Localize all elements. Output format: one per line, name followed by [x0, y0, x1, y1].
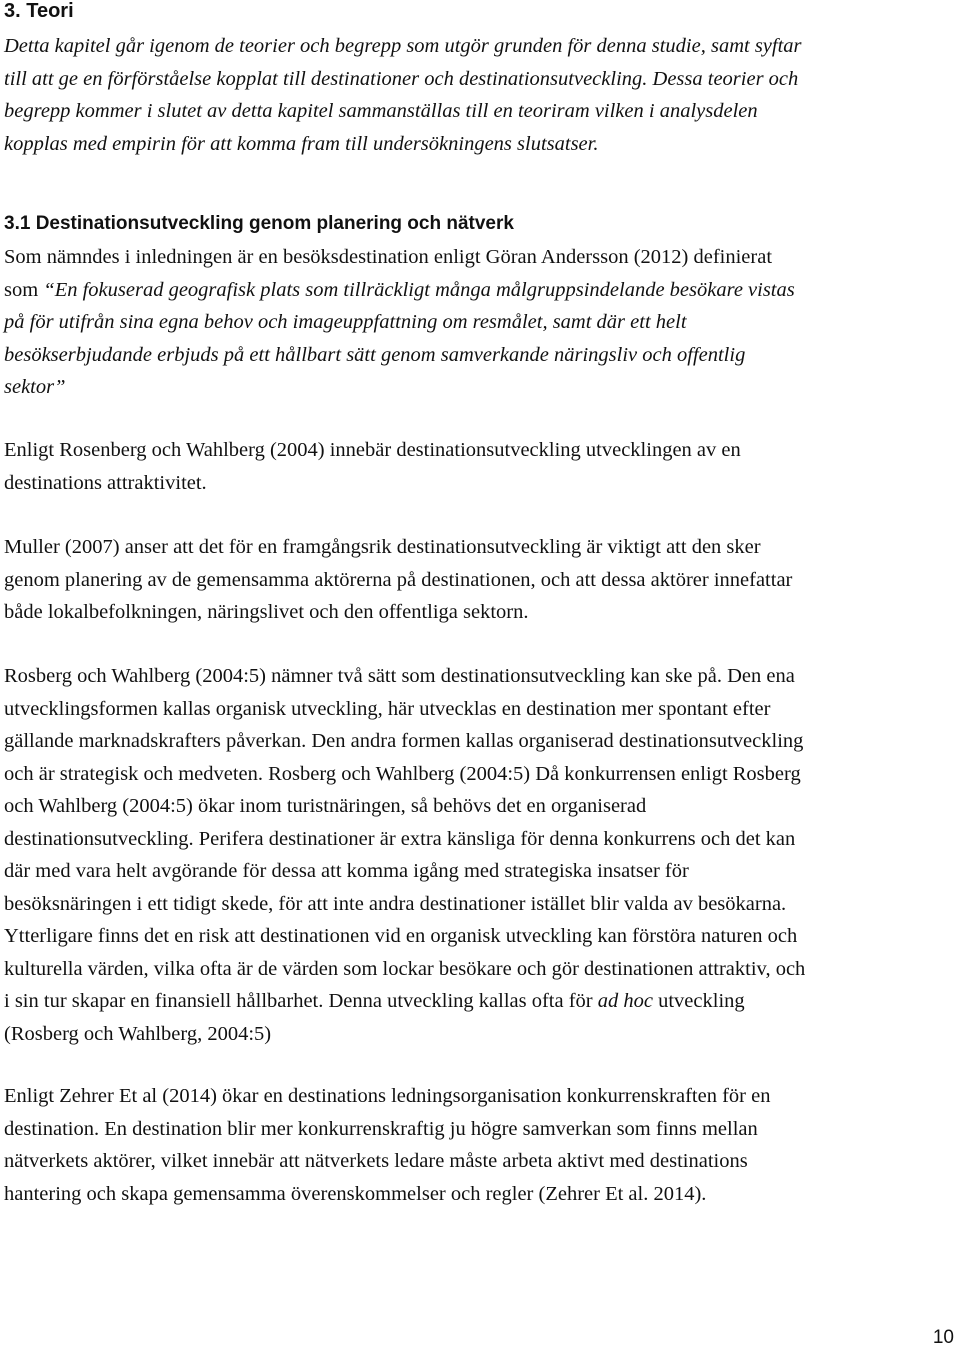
- paragraph-line: destination. En destination blir mer konkurrenskraftig ju högre samverkan som finns mellan: [4, 1117, 758, 1140]
- paragraph-line: [4, 985, 958, 1018]
- paragraph-line: Muller (2007) anser att det för en framgångsrik destinationsutveckling är viktigt att den sker: [4, 536, 761, 558]
- paragraph-line: utvecklingsformen kallas organisk utveckling, här utvecklas en destination mer spontant efter: [4, 697, 771, 720]
- paragraph-line: och är strategisk och medveten. Rosberg och Wahlberg (2004:5) Då konkurrensen enligt Rosberg: [4, 762, 801, 785]
- paragraph-line: Rosberg och Wahlberg (2004:5) nämner två sätt som destinationsutveckling kan ske på. Den ena: [4, 665, 795, 687]
- paragraph-line: [4, 274, 958, 307]
- paragraph-line: (Rosberg och Wahlberg, 2004:5): [4, 1022, 272, 1045]
- quote-text: “En fokuserad geografisk plats som tillräckligt många målgruppsindelande besökare vistas: [43, 278, 795, 301]
- quote-line: sektor”: [4, 376, 66, 398]
- intro-line: till att ge en förförståelse kopplat till destinationer och destinationsutveckling. Dessa teorier och: [4, 67, 799, 90]
- intro-line: begrepp kommer i slutet av detta kapitel sammanställas till en teoriram vilken i analysdelen: [4, 100, 758, 122]
- paragraph-line: kulturella värden, vilka ofta är de värden som lockar besökare och gör destinationen attraktiv, och: [4, 957, 806, 980]
- paragraph-line: besöksnäringen i ett tidigt skede, för att inte andra destinationer istället blir valda av besökarna.: [4, 892, 787, 915]
- quote-line: besökserbjudande erbjuds på ett hållbart sätt genom samverkande näringsliv och offentlig: [4, 343, 746, 366]
- paragraph-line: destinations attraktivitet.: [4, 471, 207, 494]
- plain-text: i sin tur skapar en finansiell hållbarhet. Denna utveckling kallas ofta för: [4, 990, 598, 1012]
- paragraph-line: nätverkets aktörer, vilket innebär att nätverkets ledare måste arbeta aktivt med destinations: [4, 1150, 748, 1172]
- quote-line: på för utifrån sina egna behov och imageuppfattning om resmålet, samt där ett helt: [4, 311, 687, 333]
- intro-line: kopplas med empirin för att komma fram till undersökningens slutsatser.: [4, 132, 599, 155]
- paragraph-definition: [4, 241, 958, 404]
- paragraph-rosenberg: [4, 434, 958, 499]
- paragraph-line: Enligt Zehrer Et al (2014) ökar en destinations ledningsorganisation konkurrenskraften för en: [4, 1085, 771, 1107]
- plain-text: utveckling: [652, 990, 745, 1012]
- paragraph-line: destinationsutveckling. Perifera destinationer är extra känsliga för denna konkurrens och det kan: [4, 827, 796, 850]
- chapter-heading: 3. Teori: [4, 0, 74, 22]
- paragraph-line: Som nämndes i inledningen är en besöksdestination enligt Göran Andersson (2012) definierat: [4, 246, 773, 268]
- plain-text: som: [4, 278, 44, 301]
- paragraph-line: hantering och skapa gemensamma överenskommelser och regler (Zehrer Et al. 2014).: [4, 1182, 707, 1205]
- page-number: 10: [932, 1327, 954, 1348]
- intro-paragraph: [4, 30, 958, 160]
- section-heading: 3.1 Destinationsutveckling genom planering och nätverk: [4, 213, 514, 234]
- paragraph-line: och Wahlberg (2004:5) ökar inom turistnäringen, så behövs det en organiserad: [4, 795, 647, 817]
- paragraph-rosberg: [4, 660, 958, 1050]
- paragraph-line: där med vara helt avgörande för dessa att komma igång med strategiska insatser för: [4, 860, 689, 882]
- italic-term: ad hoc: [597, 990, 653, 1012]
- paragraph-line: Ytterligare finns det en risk att destinationen vid en organisk utveckling kan förstöra naturen och: [4, 925, 798, 947]
- paragraph-muller: [4, 531, 958, 629]
- paragraph-line: både lokalbefolkningen, näringslivet och den offentliga sektorn.: [4, 601, 529, 623]
- paragraph-zehrer: [4, 1080, 958, 1210]
- paragraph-line: gällande marknadskrafters påverkan. Den andra formen kallas organiserad destinationsutveckling: [4, 730, 804, 752]
- paragraph-line: genom planering av de gemensamma aktörerna på destinationen, och att dessa aktörer innefattar: [4, 568, 793, 591]
- intro-line: Detta kapitel går igenom de teorier och begrepp som utgör grunden för denna studie, samt syftar: [4, 35, 802, 57]
- paragraph-line: Enligt Rosenberg och Wahlberg (2004) innebär destinationsutveckling utvecklingen av en: [4, 439, 741, 461]
